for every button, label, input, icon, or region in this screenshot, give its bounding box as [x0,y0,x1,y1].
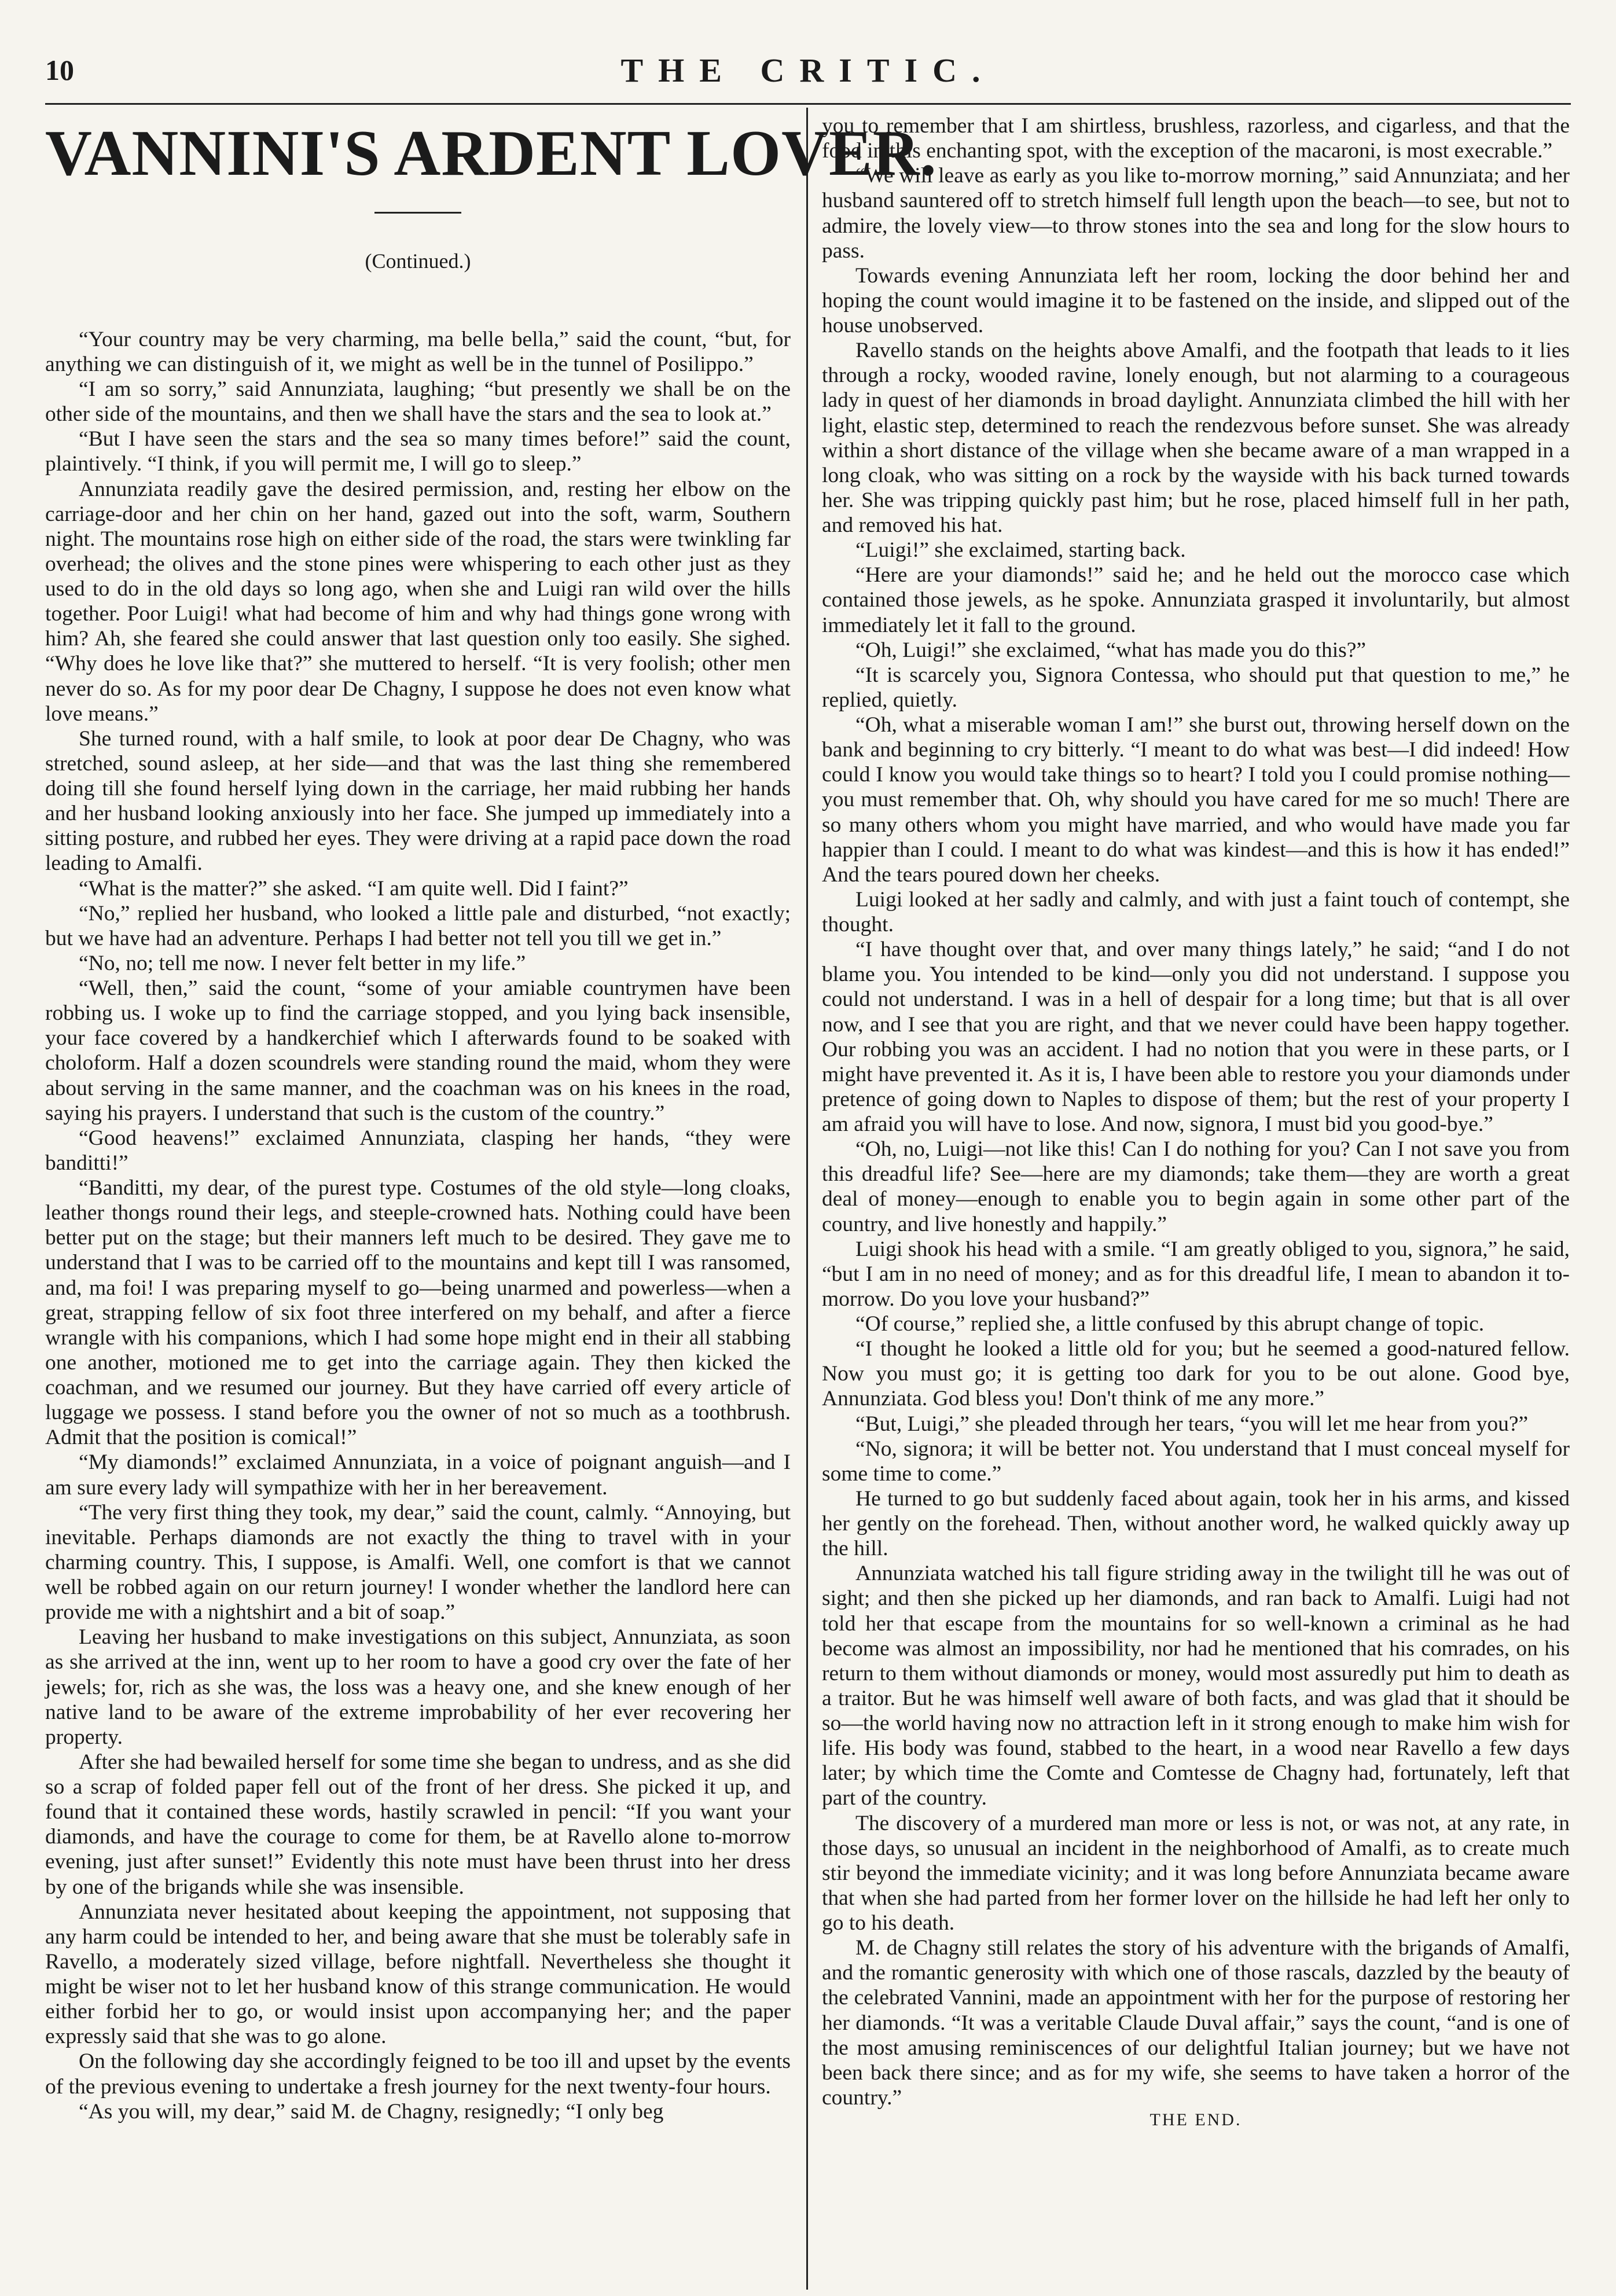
paragraph: After she had bewailed herself for some time she began to undress, and as she did so a scrap of folded paper fell out of the front of her dress. She picked it up, and found that it contained these words, hastily scrawled in pencil: “If you want your diamonds, and have the courage to come for them, be at Ravello alone to-morrow evening, just after sunset!” Evidently this note must have been thrust into her dress by one of the brigands while she was insensible. [45,1750,791,1899]
paragraph: “Oh, Luigi!” she exclaimed, “what has made you do this?” [855,638,1367,662]
paragraph: you to remember that I am shirtless, brushless, razorless, and cigarless, and that the food in this enchanting spot, with the exception of the macaroni, is most execrable.” [822,114,1570,163]
paragraph: Annunziata never hesitated about keeping the appointment, not supposing that any harm could be intended to her, and being aware that she must be tolerably safe in Ravello, a moderately sized village, before nightfall. Nevertheless she thought it might be wiser not to let her husband know of this strange communication. He would either forbid her to go, or would insist upon accompanying her; and the paper expressly said that she was to go alone. [45,1900,791,2049]
paragraph: “No,” replied her husband, who looked a little pale and disturbed, “not exactly; but we have had an adventure. Perhaps I had better not tell you till we get in.” [45,901,791,950]
paragraph: Annunziata readily gave the desired permission, and, resting her elbow on the carriage-door and her chin on her hand, gazed out into the soft, warm, Southern night. The mountains rose high on either side of the road, the stars were twinkling far overhead; the olives and the stone pines were whispering to each other just as they used to do in the old days so long ago, when she and Luigi ran wild over the hills together. Poor Luigi! what had become of him and why had things gone wrong with him? Ah, she feared she could answer that last question only too easily. She sighed. “Why does he love like that?” she muttered to herself. “It is very foolish; other men never do so. As for my poor dear De Chagny, I suppose he does not even know what love means.” [45,477,791,726]
paragraph: Towards evening Annunziata left her room, locking the door behind her and hoping the count would imagine it to be fastened on the inside, and slipped out of the house unobserved. [822,263,1570,337]
right-column [822,113,1570,2130]
paragraph: “We will leave as early as you like to-morrow morning,” said Annunziata; and her husband sauntered off to stretch himself full length upon the beach—to see, but not to admire, the lovely view—to throw stones into the sea and long for the slow hours to pass. [822,164,1570,263]
paragraph: “Well, then,” said the count, “some of your amiable countrymen have been robbing us. I woke up to find the carriage stopped, and you lying back insensible, your face covered by a handkerchief which I afterwards found to be soaked with choloform. Half a dozen scoundrels were standing round the maid, whom they were about serving in the same manner, and the coachman was on his knees in the road, saying his prayers. I understand that such is the custom of the country.” [45,976,791,1125]
paragraph: Ravello stands on the heights above Amalfi, and the footpath that leads to it lies through a rocky, wooded ravine, lonely enough, but not alarming to a courageous lady in quest of her diamonds in broad daylight. Annunziata climbed the hill with her light, elastic step, determined to reach the rendezvous before sunset. She was already within a short distance of the village when she became aware of a man wrapped in a long cloak, who was sitting on a rock by the wayside with his back turned towards her. She was tripping quickly past him; but he rose, placed himself full in her path, and removed his hat. [822,339,1570,537]
story-title: VANNINI'S ARDENT LOVER. [45,117,937,189]
paragraph: Luigi shook his head with a smile. “I am greatly obliged to you, signora,” he said, “but I am in no need of money; and as for this dreadful life, I mean to abandon it to-morrow. Do you love your husband?” [822,1237,1570,1311]
paragraph: On the following day she accordingly feigned to be too ill and upset by the events of the previous evening to undertake a fresh journey for the next twenty-four hours. [45,2049,791,2099]
paragraph: “I am so sorry,” said Annunziata, laughing; “but presently we shall be on the other side of the mountains, and then we shall have the stars and the sea to look at.” [45,377,791,427]
paragraph: “What is the matter?” she asked. “I am quite well. Did I faint?” [79,876,629,901]
paragraph: “As you will, my dear,” said M. de Chagny, resignedly; “I only beg [79,2099,664,2124]
header-rule [45,103,1571,105]
paragraph: “Here are your diamonds!” said he; and he held out the morocco case which contained those jewels, as he spoke. Annunziata grasped it involuntarily, but almost immediately let it fall to the ground. [822,563,1570,637]
title-rule [374,212,461,214]
column-divider [806,108,808,2290]
paragraph: “The very first thing they took, my dear,” said the count, calmly. “Annoying, but inevitable. Perhaps diamonds are not exactly the thing to travel with in your charming country. This, I suppose, is Amalfi. Well, one comfort is that we cannot well be robbed again on our return journey! I wonder whether the landlord here can provide me with a nightshirt and a bit of soap.” [45,1500,791,1625]
paragraph: “No, no; tell me now. I never felt better in my life.” [79,951,526,975]
paragraph: “I thought he looked a little old for you; but he seemed a good-natured fellow. Now you must go; it is getting too dark for you to be out alone. Good bye, Annunziata. God bless you! Don't think of me any more.” [822,1337,1570,1411]
paragraph: “Good heavens!” exclaimed Annunziata, clasping her hands, “they were banditti!” [45,1126,791,1175]
paragraph: “No, signora; it will be better not. You understand that I must conceal myself for some time to come.” [822,1437,1570,1486]
paragraph: “It is scarcely you, Signora Contessa, who should put that question to me,” he replied, quietly. [822,663,1570,712]
paragraph: Leaving her husband to make investigations on this subject, Annunziata, as soon as she arrived at the inn, went up to her room to have a good cry over the fate of her jewels; for, rich as she was, the loss was a heavy one, and she knew enough of her native land to be aware of the extreme improbability of her ever recovering her property. [45,1625,791,1749]
paragraph: “My diamonds!” exclaimed Annunziata, in a voice of poignant anguish—and I am sure every lady will sympathize with her in her bereavement. [45,1450,791,1500]
paragraph: M. de Chagny still relates the story of his adventure with the brigands of Amalfi, and the romantic generosity with which one of those rascals, dazzled by the beauty of the celebrated Vannini, made an appointment with her for the purpose of restoring her her diamonds. “It was a veritable Claude Duval affair,” says the count, “and is one of the most amusing reminiscences of our delightful Italian journey; but we have not been back there since; and as for my wife, she seems to have taken a horror of the country.” [822,1936,1570,2110]
paragraph: “I have thought over that, and over many things lately,” he said; “and I do not blame you. You intended to be kind—only you did not understand. I suppose you could not understand. I was in a hell of despair for a long time; but that is all over now, and I see that you are right, and that we never could have been happy together. Our robbing you was an accident. I had no notion that you were in these parts, or I might have prevented it. As it is, I have been able to restore you your diamonds under pretence of going down to Naples to dispose of them; but the rest of your property I am afraid you will have to lose. And now, signora, I must bid you good-bye.” [822,938,1570,1136]
paragraph: “Luigi!” she exclaimed, starting back. [855,538,1186,563]
paragraph: “But, Luigi,” she pleaded through her tears, “you will let me hear from you?” [855,1412,1529,1436]
paragraph: He turned to go but suddenly faced about again, took her in his arms, and kissed her gently on the forehead. Then, without another word, he walked quickly away up the hill. [822,1486,1570,1561]
left-paragraphs [45,327,791,2124]
paragraph: “But I have seen the stars and the sea so many times before!” said the count, plaintively. “I think, if you will permit me, I will go to sleep.” [45,427,791,476]
continued-label: (Continued.) [365,249,471,273]
paragraph: The discovery of a murdered man more or less is not, or was not, at any rate, in those days, so unusual an incident in the neighborhood of Amalfi, as to create much stir beyond the immediate vicinity; and it was long before Annunziata became aware that when she had parted from her former lover on the hillside he had left her only to go to his death. [822,1811,1570,1935]
paragraph: She turned round, with a half smile, to look at poor dear De Chagny, who was stretched, sound asleep, at her side—and that was the last thing she remembered doing till she found herself lying down in the carriage, her maid rubbing her hands and her husband looking anxiously into her face. She jumped up immediately into a sitting posture, and rubbed her eyes. They were driving at a rapid pace down the road leading to Amalfi. [45,726,791,876]
paragraph: “Oh, no, Luigi—not like this! Can I do nothing for you? Can I not save you from this dreadful life? See—here are my diamonds; take them—they are worth a great deal of money—enough to enable you to begin again in some other part of the country, and live honestly and happily.” [822,1137,1570,1236]
right-paragraphs [822,113,1570,2110]
paragraph: Luigi looked at her sadly and calmly, and with just a faint touch of contempt, she thought. [822,887,1570,936]
left-column [45,110,937,2124]
publication-masthead: THE CRITIC. [620,52,996,89]
paragraph: “Banditti, my dear, of the purest type. Costumes of the old style—long cloaks, leather thongs round their legs, and steeple-crowned hats. Nothing could have been better put on the stage; but their manners left much to be desired. They gave me to understand that I was to be carried off to the mountains and kept till I was ransomed, and, ma foi! I was preparing myself to go—being unarmed and powerless—when a great, strapping fellow of six foot three interfered on my behalf, and after a fierce wrangle with his companions, which I had some hope might end in their all stabbing one another, motioned me to get into the carriage again. They then kicked the coachman, and we resumed our journey. But they have carried off every article of luggage we possess. I stand before you the owner of not so much as a toothbrush. Admit that the position is comical!” [45,1176,791,1450]
end-mark: THE END. [1149,2110,1242,2129]
paragraph: “Your country may be very charming, ma belle bella,” said the count, “but, for anything we can distinguish of it, we might as well be in the tunnel of Posilippo.” [45,327,791,376]
paragraph: “Oh, what a miserable woman I am!” she burst out, throwing herself down on the bank and beginning to cry bitterly. “I meant to do what was best—I did indeed! How could I know you would take things so to heart? I told you I could promise nothing—you must remember that. Oh, why should you have cared for me so much! There are so many others whom you might have married, and who would have made you far happier than I could. I meant to do what was kindest—and this is how it has ended!” And the tears poured down her cheeks. [822,713,1570,887]
paragraph: Annunziata watched his tall figure striding away in the twilight till he was out of sight; and then she picked up her diamonds, and ran back to Amalfi. Luigi had not told her that escape from the mountains for so well-known a criminal as he had become was almost an impossibility, nor had he mentioned that his comrades, on his return to them without diamonds or money, would most assuredly put him to death as a traitor. But he was himself well aware of both facts, and was glad that it should be so—the world having now no attraction left in it strong enough to make him wish for life. His body was found, stabbed to the heart, in a wood near Ravello a few days later; by which time the Comte and Comtesse de Chagny had, fortunately, left that part of the country. [822,1562,1570,1810]
page-number: 10 [45,54,74,86]
paragraph: “Of course,” replied she, a little confused by this abrupt change of topic. [855,1312,1485,1336]
